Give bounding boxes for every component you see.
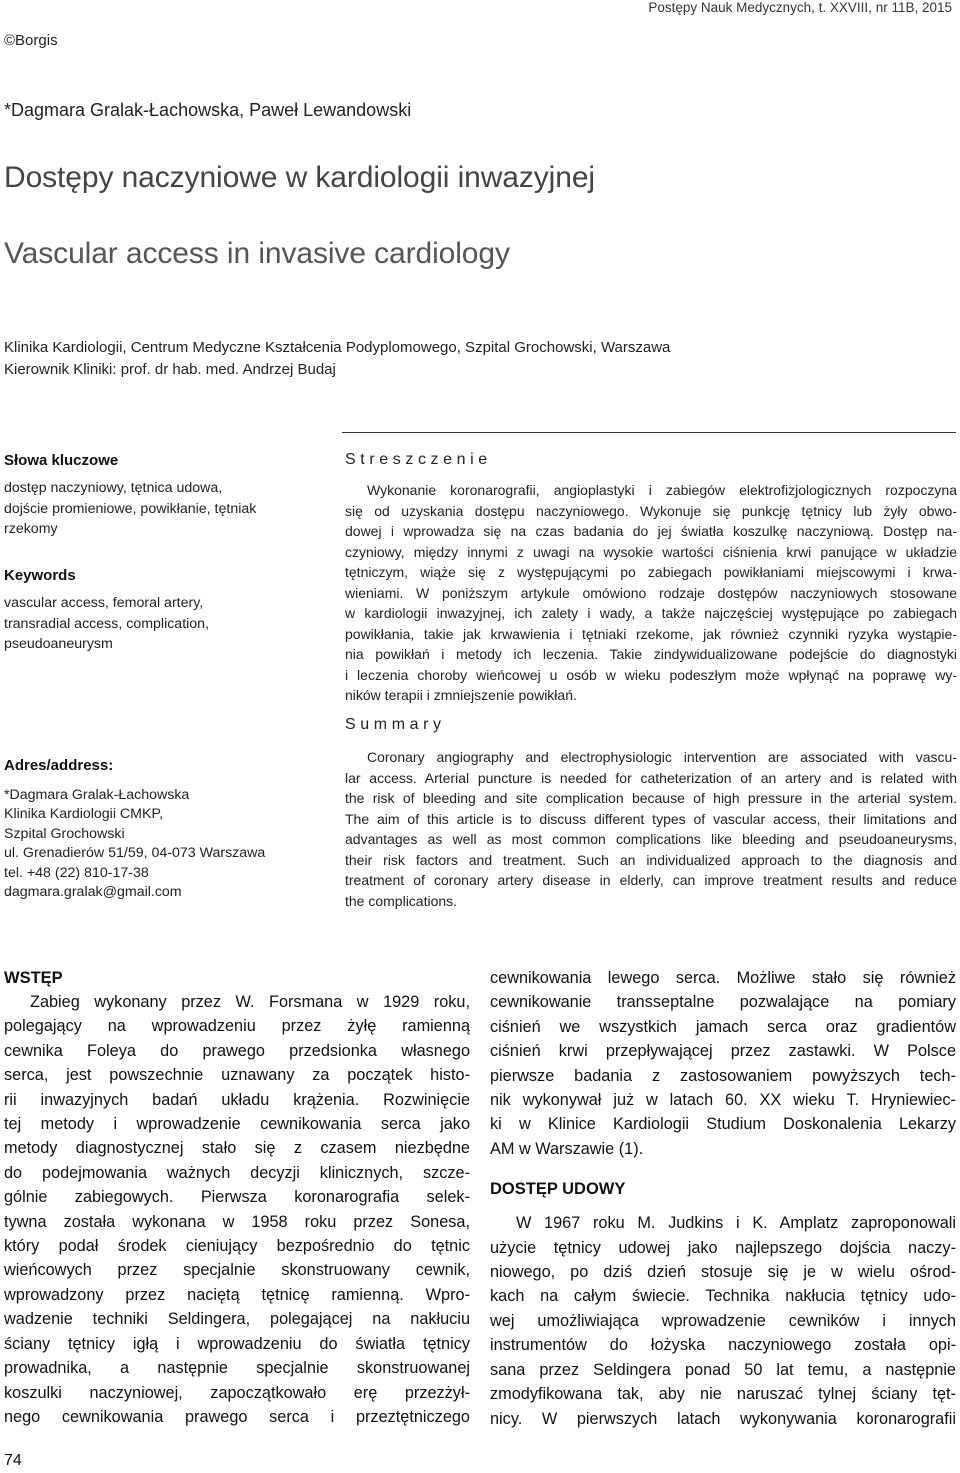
body-line: ki w Klinice Kardiologii Studium Doskonalenia Lekarzy <box>490 1115 956 1134</box>
keywords-english-heading: Keywords <box>4 567 76 584</box>
body-line: nego cewnikowania prawego serca i przeztętniczego <box>4 1407 470 1426</box>
article-authors: *Dagmara Gralak-Łachowska, Paweł Lewandowski <box>4 100 412 120</box>
body-line: niowego, po dziś dzień stosuje się je w wielu ośrod- <box>490 1263 956 1282</box>
text-line: czyniowy, między innymi z uwagi na wysokie wartości ciśnienia krwi panujące w układzie <box>345 543 957 560</box>
article-title-polish: Dostępy naczyniowe w kardiologii inwazyjnej <box>4 161 595 194</box>
body-line: tej metody i wprowadzenie cewnikowania serca jako <box>4 1115 470 1134</box>
keywords-polish-heading: Słowa kluczowe <box>4 452 119 469</box>
text-line: treatment of coronary artery disease in elderly, can improve treatment results and reduce <box>345 872 957 888</box>
address-email: dagmara.gralak@gmail.com <box>4 884 182 900</box>
text-line: their risk factors and treatment. Such an individualized approach to the diagnosis and <box>345 851 957 868</box>
body-line: do podejmowania ważnych decyzji klinicznych, szcze- <box>4 1163 470 1182</box>
body-line: AM w Warszawie (1). <box>490 1139 644 1158</box>
text-line: się od uzyskania dostępu naczyniowego. Wykonuje się punkcję tętnicy lub żyły obwo- <box>345 502 957 519</box>
text-line: the risk of bleeding and site complication because of high pressure in the arterial system. <box>345 790 957 806</box>
affiliation-line: Kierownik Kliniki: prof. dr hab. med. Andrzej Budaj <box>4 361 336 378</box>
body-line: prowadnika, a następnie specjalnie skonstruowanej <box>4 1359 470 1378</box>
address-line: Szpital Grochowski <box>4 825 125 842</box>
text-line: The aim of this article is to discuss different types of vascular access, their limitations and <box>345 810 957 827</box>
body-line: tywna została wykonana w 1958 roku przez Sonesa, <box>4 1212 470 1231</box>
article-title-english: Vascular access in invasive cardiology <box>4 237 510 270</box>
body-line: instrumentów do łożyska naczyniowego została opi- <box>490 1336 956 1355</box>
keyword-line: vascular access, femoral artery, <box>4 595 204 611</box>
page-number: 74 <box>4 1452 22 1469</box>
keyword-line: transradial access, complication, <box>4 615 210 632</box>
body-line: zmodyfikowana tak, aby nie naruszać tylnej ściany tęt- <box>490 1385 956 1404</box>
body-line: ściany tętnicy igłą i wprowadzeniu do światła tętnicy <box>4 1334 470 1353</box>
body-line: sana przez Seldingera ponad 50 lat temu, a następnie <box>490 1360 956 1379</box>
abstract-polish-heading: Streszczenie <box>345 451 492 468</box>
text-line: i leczenia choroby wieńcowej u osób w wieku podeszłym może wpłynąć na poprawę wy- <box>345 666 957 683</box>
keyword-line: dostęp naczyniowy, tętnica udowa, <box>4 480 223 496</box>
body-line: Zabieg wykonany przez W. Forsmana w 1929 roku, <box>30 993 470 1011</box>
body-line: który podał środek cieniujący bezpośrednio do tętnic <box>4 1237 470 1256</box>
section-gap <box>490 1201 956 1211</box>
body-line: użycie tętnicy udowej jako najlepszego dojścia naczy- <box>490 1238 956 1257</box>
body-line: wprowadzony przez naciętą tętnicę ramienną. Wpro- <box>4 1285 470 1304</box>
address-line: tel. +48 (22) 810-17-38 <box>4 864 149 881</box>
abstract-divider <box>342 432 956 433</box>
address-line: *Dagmara Gralak-Łachowska <box>4 786 190 803</box>
section-gap <box>490 1161 956 1177</box>
affiliation-line: Klinika Kardiologii, Centrum Medyczne Kształcenia Podyplomowego, Szpital Grochowski, Warszawa <box>4 339 671 356</box>
address-line: ul. Grenadierów 51/59, 04-073 Warszawa <box>4 845 266 861</box>
correspondence-address <box>4 756 265 903</box>
text-line: wieniami. W poniższym artykule omówiono rodzaje dostępów naczyniowych stosowane <box>345 584 957 601</box>
text-line: Wykonanie koronarografii, angioplastyki i zabiegów elektrofizjologicznych rozpoczyna <box>367 482 957 498</box>
body-line: pierwsze badania z zastosowaniem powyższych tech- <box>490 1066 956 1085</box>
body-line: W 1967 roku M. Judkins i K. Amplatz zaproponowali <box>516 1214 956 1233</box>
abstract-english-heading: Summary <box>345 716 446 733</box>
text-line: Coronary angiography and electrophysiologic intervention are associated with vascu- <box>367 749 957 765</box>
body-line: cewnikowanie transseptalne pozwalające na pomiary <box>490 993 956 1012</box>
body-line: ciśnień we wszystkich jamach serca oraz gradientów <box>490 1017 956 1036</box>
body-line: kach na całym świecie. Technika nakłucia tętnicy udo- <box>490 1287 956 1306</box>
body-line: nik wykonywał już w latach 60. XX wieku T. Hryniewiec- <box>490 1091 956 1110</box>
keyword-line: pseudoaneurysm <box>4 636 113 652</box>
text-line: the complications. <box>345 892 458 909</box>
text-line: powikłania, takie jak krwawienia i tętniaki rzekome, jak również czynniki ryzyka wystąpie- <box>345 625 957 642</box>
body-line: polegający na wprowadzeniu przez żyłę ramienną <box>4 1017 470 1036</box>
text-line: ników terapii i zmniejszenie powikłań. <box>345 687 577 703</box>
address-line: Klinika Kardiologii CMKP, <box>4 806 164 822</box>
text-line: advantages as well as most common complications like bleeding and pseudoaneurysms, <box>345 831 957 847</box>
keywords-polish <box>4 478 304 540</box>
section-heading-introduction: WSTĘP <box>4 969 63 987</box>
text-line: nia powikłań i metody ich leczenia. Takie zindywidualizowane podejście do diagnostyki <box>345 646 957 662</box>
body-line: rii inwazyjnych badań układu krążenia. Rozwinięcie <box>4 1090 470 1109</box>
abstract-polish-text <box>345 480 957 706</box>
text-line: dowej i wprowadza się na czas badania do jej światła koszulkę naczyniową. Dostęp na- <box>345 523 957 539</box>
keywords-english <box>4 593 304 655</box>
keyword-line: dojście promieniowe, powikłanie, tętniak <box>4 500 257 517</box>
body-line: wej umożliwiająca wprowadzenie cewników i innych <box>490 1311 956 1330</box>
address-heading: Adres/address: <box>4 757 114 774</box>
body-line: nicy. W pierwszych latach wykonywania koronarografii <box>490 1409 956 1428</box>
text-line: lar access. Arterial puncture is needed for catheterization of an artery and is related with <box>345 769 957 786</box>
body-line: cewnikowania lewego serca. Możliwe stało się również <box>490 969 956 987</box>
article-affiliation <box>4 337 670 381</box>
body-line: koszulki naczyniowej, zapoczątkowało erę przezżył- <box>4 1383 470 1402</box>
body-line: gólnie zabiegowych. Pierwsza koronarografia selek- <box>4 1188 470 1207</box>
body-line: wieńcowych przez specjalnie skonstruowany cewnik, <box>4 1261 470 1280</box>
body-line: serca, jest powszechnie uznawany za początek histo- <box>4 1066 470 1085</box>
body-line: ciśnień krwi przepływającej przez zastawki. W Polsce <box>490 1042 956 1061</box>
running-header: Postępy Nauk Medycznych, t. XXVIII, nr 11B, 2015 <box>648 0 952 15</box>
text-line: tętniczym, wiąże się z występującymi po zabiegach powikłaniami miejscowymi i krwa- <box>345 564 957 580</box>
text-line: w kardiologii inwazyjnej, ich zalety i wady, a także najczęściej występujące po zabiegach <box>345 605 957 621</box>
keyword-line: rzekomy <box>4 521 58 537</box>
abstract-english-text <box>345 747 957 911</box>
publisher-label: ©Borgis <box>4 32 58 49</box>
body-column-right <box>490 966 956 1431</box>
body-line: cewnika Foleya do prawego przedsionka własnego <box>4 1041 470 1060</box>
body-line: wadzenie techniki Seldingera, polegającej na nakłuciu <box>4 1310 470 1329</box>
section-heading-femoral-access: DOSTĘP UDOWY <box>490 1180 626 1199</box>
body-line: metody diagnostycznej stało się z czasem niezbędne <box>4 1139 470 1158</box>
body-column-left <box>4 966 470 1429</box>
